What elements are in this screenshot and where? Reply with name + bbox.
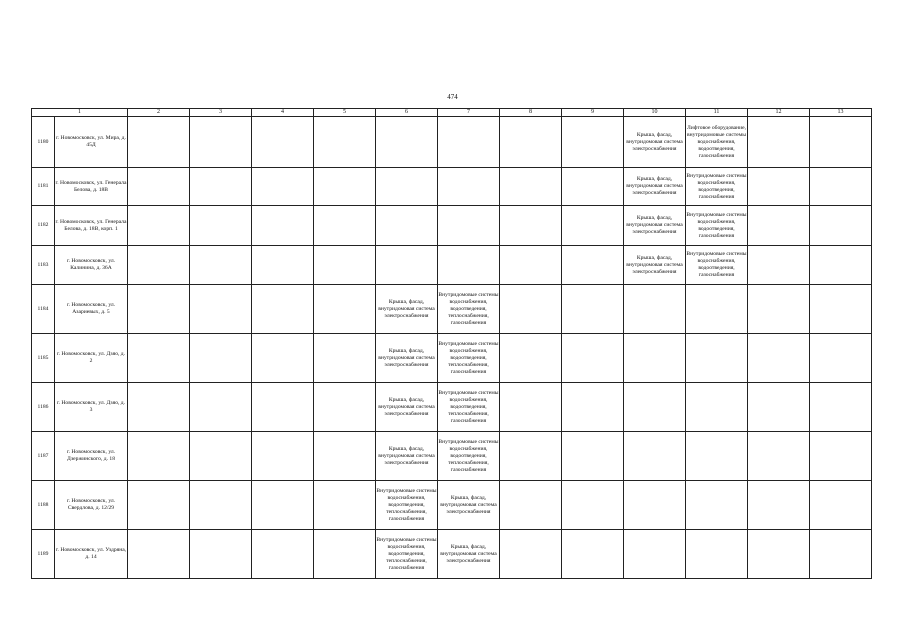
empty-cell	[624, 285, 686, 334]
empty-cell	[748, 432, 810, 481]
empty-cell	[128, 168, 190, 206]
empty-cell	[500, 285, 562, 334]
work-type-cell: Внутридомовые системы водоснабжения, водоотведения, газоснабжения	[686, 168, 748, 206]
work-type-cell: Крыша, фасад, внутридомовая система электроснабжения	[624, 206, 686, 246]
work-type-cell: Внутридомовые системы водоснабжения, водоотведения, теплоснабжения, газоснабжения	[376, 481, 438, 530]
empty-cell	[624, 334, 686, 383]
column-number-header: 1	[32, 109, 128, 117]
address-cell: г. Новомосковск, ул. Калинина, д. 36А	[55, 246, 128, 285]
address-cell: г. Новомосковск, ул. Генерала Белова, д. 18В	[55, 168, 128, 206]
empty-cell	[624, 383, 686, 432]
address-cell: г. Новомосковск, ул. Мира, д. 45Д	[55, 117, 128, 168]
address-cell: г. Новомосковск, ул. Генерала Белова, д. 18В, корп. 1	[55, 206, 128, 246]
empty-cell	[686, 285, 748, 334]
work-type-cell: Крыша, фасад, внутридомовая система электроснабжения	[376, 432, 438, 481]
table-row	[32, 530, 872, 579]
empty-cell	[500, 334, 562, 383]
table-row	[32, 383, 872, 432]
empty-cell	[314, 432, 376, 481]
empty-cell	[500, 168, 562, 206]
empty-cell	[190, 530, 252, 579]
empty-cell	[810, 383, 872, 432]
empty-cell	[686, 334, 748, 383]
empty-cell	[190, 481, 252, 530]
empty-cell	[190, 285, 252, 334]
empty-cell	[748, 206, 810, 246]
empty-cell	[190, 206, 252, 246]
column-number-header: 4	[252, 109, 314, 117]
empty-cell	[128, 530, 190, 579]
empty-cell	[562, 246, 624, 285]
work-type-cell: Крыша, фасад, внутридомовая система электроснабжения	[438, 530, 500, 579]
work-type-cell: Внутридомовые системы водоснабжения, водоотведения, газоснабжения	[686, 206, 748, 246]
empty-cell	[314, 530, 376, 579]
empty-cell	[810, 117, 872, 168]
empty-cell	[562, 117, 624, 168]
empty-cell	[314, 285, 376, 334]
empty-cell	[500, 432, 562, 481]
table-row	[32, 246, 872, 285]
column-number-header: 8	[500, 109, 562, 117]
empty-cell	[686, 530, 748, 579]
address-cell: г. Новомосковск, ул. Свердлова, д. 12/29	[55, 481, 128, 530]
row-number-cell: 1182	[32, 206, 55, 246]
row-number-cell: 1184	[32, 285, 55, 334]
empty-cell	[190, 168, 252, 206]
empty-cell	[314, 117, 376, 168]
work-type-cell: Крыша, фасад, внутридомовая система электроснабжения	[624, 246, 686, 285]
empty-cell	[252, 481, 314, 530]
empty-cell	[128, 334, 190, 383]
column-number-header: 5	[314, 109, 376, 117]
address-cell: г. Новомосковск, ул. Уздряна, д. 14	[55, 530, 128, 579]
empty-cell	[190, 246, 252, 285]
empty-cell	[128, 432, 190, 481]
empty-cell	[314, 168, 376, 206]
empty-cell	[810, 285, 872, 334]
empty-cell	[562, 206, 624, 246]
work-type-cell: Крыша, фасад, внутридомовая система электроснабжения	[624, 117, 686, 168]
work-type-cell: Крыша, фасад, внутридомовая система электроснабжения	[376, 383, 438, 432]
empty-cell	[128, 481, 190, 530]
empty-cell	[562, 285, 624, 334]
empty-cell	[748, 168, 810, 206]
empty-cell	[438, 117, 500, 168]
work-type-cell: Крыша, фасад, внутридомовая система электроснабжения	[376, 334, 438, 383]
empty-cell	[128, 383, 190, 432]
table-row	[32, 334, 872, 383]
empty-cell	[314, 246, 376, 285]
row-number-cell: 1185	[32, 334, 55, 383]
empty-cell	[252, 285, 314, 334]
empty-cell	[128, 117, 190, 168]
work-type-cell: Внутридомовые системы водоснабжения, водоотведения, теплоснабжения, газоснабжения	[376, 530, 438, 579]
column-number-header: 12	[748, 109, 810, 117]
empty-cell	[562, 383, 624, 432]
empty-cell	[748, 530, 810, 579]
empty-cell	[314, 383, 376, 432]
empty-cell	[810, 481, 872, 530]
empty-cell	[252, 246, 314, 285]
empty-cell	[810, 246, 872, 285]
address-cell: г. Новомосковск, ул. Дзержинского, д. 18	[55, 432, 128, 481]
table-row	[32, 168, 872, 206]
empty-cell	[128, 285, 190, 334]
empty-cell	[376, 117, 438, 168]
empty-cell	[252, 206, 314, 246]
empty-cell	[686, 383, 748, 432]
work-type-cell: Внутридомовые системы водоснабжения, водоотведения, газоснабжения	[686, 246, 748, 285]
column-number-row	[32, 109, 872, 117]
column-number-header: 2	[128, 109, 190, 117]
page-number: 474	[447, 93, 458, 101]
table-row	[32, 285, 872, 334]
empty-cell	[500, 117, 562, 168]
work-type-cell: Крыша, фасад, внутридомовая система электроснабжения	[376, 285, 438, 334]
table-row	[32, 206, 872, 246]
empty-cell	[376, 246, 438, 285]
empty-cell	[624, 530, 686, 579]
table-row	[32, 481, 872, 530]
row-number-cell: 1187	[32, 432, 55, 481]
empty-cell	[376, 206, 438, 246]
column-number-header: 13	[810, 109, 872, 117]
address-cell: г. Новомосковск, ул. Дзяо, д. 2	[55, 334, 128, 383]
table-row	[32, 117, 872, 168]
column-number-header: 11	[686, 109, 748, 117]
row-number-cell: 1183	[32, 246, 55, 285]
row-number-cell: 1186	[32, 383, 55, 432]
column-number-header: 7	[438, 109, 500, 117]
empty-cell	[810, 206, 872, 246]
empty-cell	[810, 168, 872, 206]
empty-cell	[252, 117, 314, 168]
empty-cell	[128, 206, 190, 246]
work-type-cell: Внутридомовые системы водоснабжения, водоотведения, теплоснабжения, газоснабжения	[438, 285, 500, 334]
work-type-cell: Внутридомовые системы водоснабжения, водоотведения, теплоснабжения, газоснабжения	[438, 334, 500, 383]
empty-cell	[810, 334, 872, 383]
empty-cell	[314, 334, 376, 383]
empty-cell	[500, 383, 562, 432]
empty-cell	[190, 432, 252, 481]
row-number-cell: 1181	[32, 168, 55, 206]
work-type-cell: Лифтовое оборудование, внутридомовые системы водоснабжения, водоотведения, газоснабжения	[686, 117, 748, 168]
empty-cell	[748, 334, 810, 383]
column-number-header: 9	[562, 109, 624, 117]
empty-cell	[314, 206, 376, 246]
empty-cell	[438, 168, 500, 206]
work-type-cell: Внутридомовые системы водоснабжения, водоотведения, теплоснабжения, газоснабжения	[438, 432, 500, 481]
empty-cell	[748, 383, 810, 432]
empty-cell	[748, 117, 810, 168]
column-number-header: 10	[624, 109, 686, 117]
empty-cell	[190, 383, 252, 432]
row-number-cell: 1180	[32, 117, 55, 168]
row-number-cell: 1189	[32, 530, 55, 579]
column-number-header: 6	[376, 109, 438, 117]
works-schedule-table	[31, 108, 872, 579]
empty-cell	[562, 530, 624, 579]
empty-cell	[562, 334, 624, 383]
address-cell: г. Новомосковск, ул. Дзяо, д. 3	[55, 383, 128, 432]
empty-cell	[748, 246, 810, 285]
empty-cell	[500, 246, 562, 285]
empty-cell	[314, 481, 376, 530]
empty-cell	[686, 481, 748, 530]
empty-cell	[252, 530, 314, 579]
empty-cell	[376, 168, 438, 206]
empty-cell	[252, 432, 314, 481]
empty-cell	[500, 481, 562, 530]
empty-cell	[624, 432, 686, 481]
empty-cell	[810, 432, 872, 481]
empty-cell	[748, 285, 810, 334]
work-type-cell: Крыша, фасад, внутридомовая система электроснабжения	[438, 481, 500, 530]
work-type-cell: Крыша, фасад, внутридомовая система электроснабжения	[624, 168, 686, 206]
empty-cell	[190, 117, 252, 168]
empty-cell	[438, 246, 500, 285]
empty-cell	[748, 481, 810, 530]
empty-cell	[128, 246, 190, 285]
empty-cell	[686, 432, 748, 481]
empty-cell	[562, 168, 624, 206]
empty-cell	[562, 432, 624, 481]
column-number-header: 3	[190, 109, 252, 117]
empty-cell	[252, 334, 314, 383]
address-cell: г. Новомосковск, ул. Азариевых, д. 5	[55, 285, 128, 334]
empty-cell	[438, 206, 500, 246]
row-number-cell: 1188	[32, 481, 55, 530]
empty-cell	[562, 481, 624, 530]
empty-cell	[500, 530, 562, 579]
empty-cell	[252, 383, 314, 432]
work-type-cell: Внутридомовые системы водоснабжения, водоотведения, теплоснабжения, газоснабжения	[438, 383, 500, 432]
empty-cell	[624, 481, 686, 530]
empty-cell	[500, 206, 562, 246]
empty-cell	[190, 334, 252, 383]
empty-cell	[810, 530, 872, 579]
empty-cell	[252, 168, 314, 206]
table-row	[32, 432, 872, 481]
